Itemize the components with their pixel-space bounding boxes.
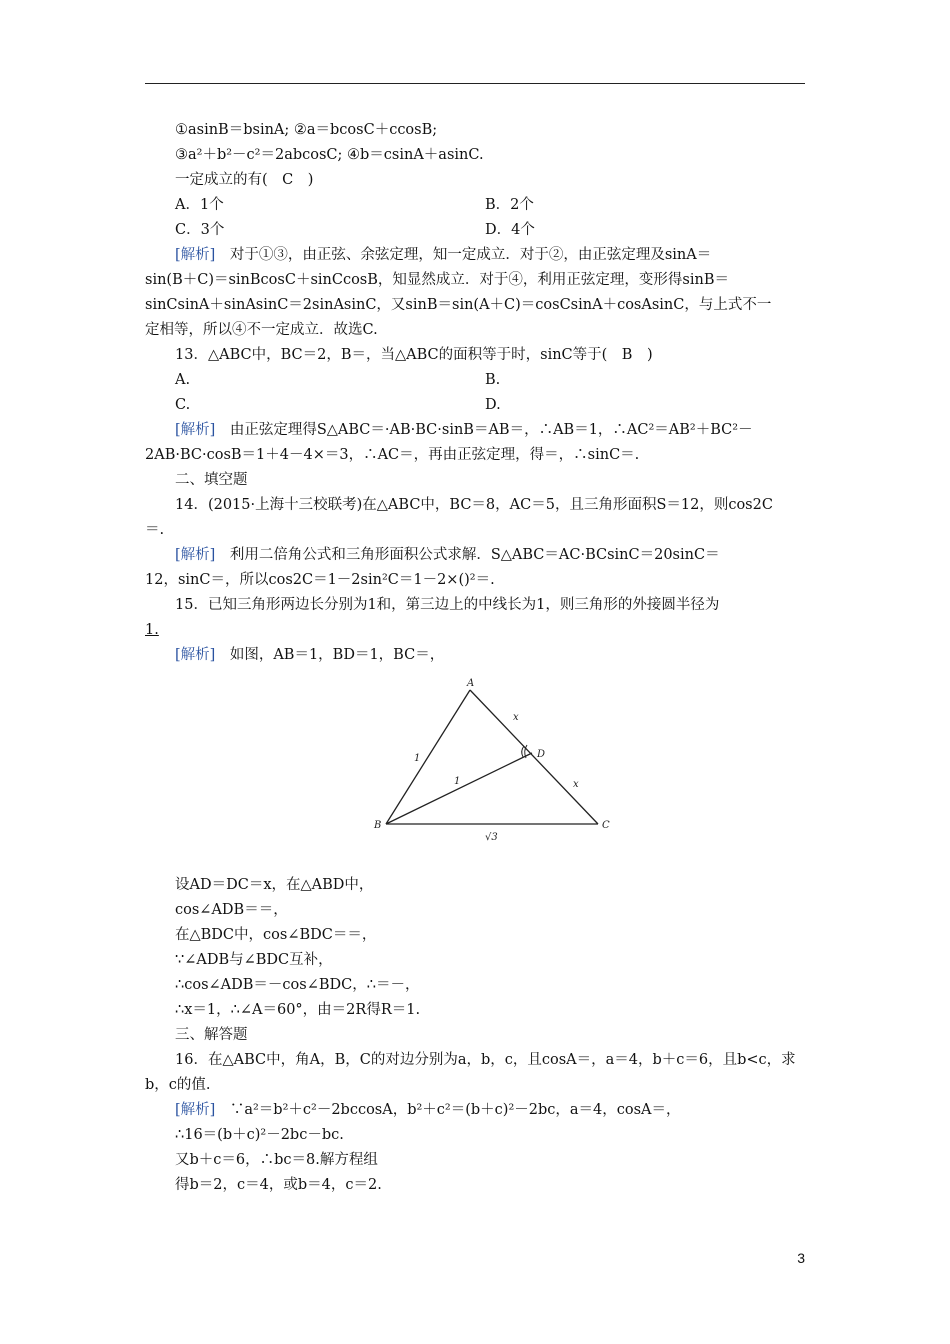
q13-option-c: C. bbox=[175, 397, 191, 413]
analysis-text: ∵a²＝b²＋c²－2bccosA，b²＋c²＝(b＋c)²－2bc，a＝4，cosA＝， bbox=[215, 1102, 681, 1118]
analysis-15-line-1 bbox=[145, 643, 807, 668]
segment-ad-label: x bbox=[513, 712, 519, 723]
analysis-tag: [解析] bbox=[175, 247, 216, 263]
analysis-tag: [解析] bbox=[175, 422, 216, 438]
question-15: 15．已知三角形两边长分别为1和，第三边上的中线长为1，则三角形的外接圆半径为 bbox=[175, 597, 720, 613]
analysis-13-line-2: 2AB·BC·cosB＝1＋4－4×＝3，∴AC＝，再由正弦定理，得＝，∴sinC＝. bbox=[145, 447, 640, 463]
analysis-16-line-3: 又b＋c＝6，∴bc＝8.解方程组 bbox=[175, 1152, 378, 1168]
q13-options-row-1 bbox=[145, 368, 807, 393]
q13-option-a: A. bbox=[175, 372, 191, 388]
page-number: 3 bbox=[797, 1250, 805, 1266]
option-c: C．3个 bbox=[175, 222, 225, 238]
analysis-text: 由正弦定理得S△ABC＝·AB·BC·sinB＝AB＝，∴AB＝1，∴AC²＝AB²＋BC²－ bbox=[215, 422, 753, 438]
triangle-figure bbox=[145, 668, 807, 873]
analysis-15-line-2: 设AD＝DC＝x，在△ABD中， bbox=[175, 877, 374, 893]
segment-dc-label: x bbox=[573, 779, 579, 790]
segment-bd-label: 1 bbox=[454, 776, 461, 787]
question-14: 14．(2015·上海十三校联考)在△ABC中，BC＝8，AC＝5，且三角形面积S＝12，则cos2C bbox=[175, 497, 773, 513]
analysis-15-line-7: ∴x＝1，∴∠A＝60°，由＝2R得R＝1. bbox=[175, 1002, 421, 1018]
option-a: A．1个 bbox=[175, 197, 224, 213]
analysis-15-line-6: ∴cos∠ADB＝－cos∠BDC，∴＝－， bbox=[175, 977, 420, 993]
question-14-cont: ＝. bbox=[145, 522, 165, 538]
options-row-2 bbox=[145, 218, 807, 243]
analysis-tag: [解析] bbox=[175, 1102, 216, 1118]
analysis-15-line-4: 在△BDC中，cos∠BDC＝＝， bbox=[175, 927, 377, 943]
analysis-15-line-5: ∵∠ADB与∠BDC互补， bbox=[175, 952, 333, 968]
analysis-16-line-4: 得b＝2，c＝4，或b＝4，c＝2. bbox=[175, 1177, 382, 1193]
analysis-12-line-4: 定相等，所以④不一定成立．故选C. bbox=[145, 322, 378, 338]
question-13: 13．△ABC中，BC＝2，B＝，当△ABC的面积等于时，sinC等于( B ) bbox=[175, 347, 653, 363]
vertex-c-label: C bbox=[602, 820, 610, 831]
vertex-b-label: B bbox=[374, 820, 382, 831]
analysis-14-line-1 bbox=[145, 543, 807, 568]
analysis-13-line-1 bbox=[145, 418, 807, 443]
q13-option-d: D. bbox=[485, 397, 501, 413]
analysis-text: 利用二倍角公式和三角形面积公式求解．S△ABC＝AC·BCsinC＝20sinC＝ bbox=[215, 547, 720, 563]
question-15-answer: 1. bbox=[145, 622, 159, 638]
section-heading-answers: 三、解答题 bbox=[175, 1027, 248, 1043]
analysis-14-line-2: 12，sinC＝，所以cos2C＝1－2sin²C＝1－2×()²＝. bbox=[145, 572, 495, 588]
question-16-cont: b，c的值. bbox=[145, 1077, 211, 1093]
page-content bbox=[145, 118, 807, 1198]
analysis-16-line-2: ∴16＝(b＋c)²－2bc－bc. bbox=[175, 1127, 344, 1143]
analysis-12-line-2: sin(B＋C)＝sinBcosC＋sinCcosB，知显然成立．对于④，利用正弦定理，变形得sinB＝ bbox=[145, 272, 729, 288]
segment-ab-label: 1 bbox=[414, 753, 421, 764]
vertex-d-label: D bbox=[537, 749, 546, 760]
analysis-tag: [解析] bbox=[175, 547, 216, 563]
analysis-12-line-1 bbox=[145, 243, 807, 268]
question-prompt: 一定成立的有( C ) bbox=[175, 172, 314, 188]
section-heading-fill-blank: 二、填空题 bbox=[175, 472, 248, 488]
question-16: 16．在△ABC中，角A，B，C的对边分别为a，b，c，且cosA＝，a＝4，b＋c＝6，且b<c，求 bbox=[175, 1052, 796, 1068]
option-d: D．4个 bbox=[485, 222, 535, 238]
statement-3-4: ③a²＋b²－c²＝2abcosC; ④b＝csinA＋asinC. bbox=[175, 147, 484, 163]
vertex-a-label: A bbox=[467, 678, 475, 689]
options-row-1 bbox=[145, 193, 807, 218]
segment-bc-label: √3 bbox=[485, 832, 498, 843]
analysis-12-line-3: sinCsinA＋sinAsinC＝2sinAsinC，又sinB＝sin(A＋C)＝cosCsinA＋cosAsinC，与上式不一 bbox=[145, 297, 772, 313]
analysis-text: 如图，AB＝1，BD＝1，BC＝， bbox=[215, 647, 445, 663]
analysis-text: 对于①③，由正弦、余弦定理，知一定成立．对于②，由正弦定理及sinA＝ bbox=[215, 247, 712, 263]
statement-1-2: ①asinB＝bsinA; ②a＝bcosC＋ccosB; bbox=[175, 122, 438, 138]
q13-option-b: B. bbox=[485, 372, 501, 388]
q13-options-row-2 bbox=[145, 393, 807, 418]
analysis-tag: [解析] bbox=[175, 647, 216, 663]
analysis-16-line-1 bbox=[145, 1098, 807, 1123]
header-rule bbox=[145, 83, 805, 84]
option-b: B．2个 bbox=[485, 197, 534, 213]
analysis-15-line-3: cos∠ADB＝＝， bbox=[175, 902, 288, 918]
triangle-diagram bbox=[370, 673, 620, 843]
